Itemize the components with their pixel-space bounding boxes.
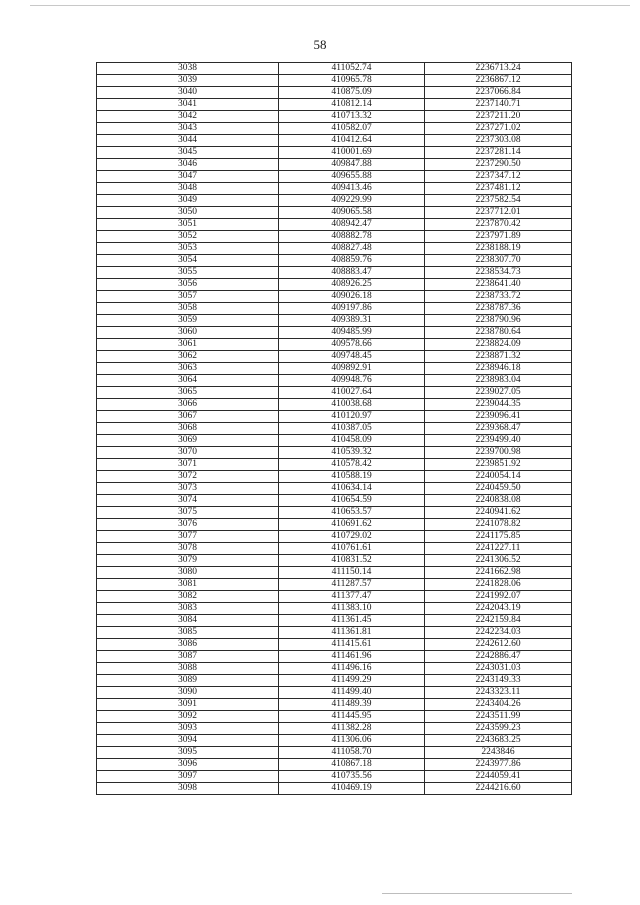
point-number-cell: 3052 <box>97 231 279 243</box>
x-coordinate-cell: 411382.28 <box>279 723 425 735</box>
point-number-cell: 3078 <box>97 543 279 555</box>
y-coordinate-cell: 2240459.50 <box>425 483 572 495</box>
y-coordinate-cell: 2242886.47 <box>425 651 572 663</box>
y-coordinate-cell: 2237582.54 <box>425 195 572 207</box>
table-row <box>97 87 572 99</box>
x-coordinate-cell: 409229.99 <box>279 195 425 207</box>
table-row <box>97 771 572 783</box>
x-coordinate-cell: 409026.18 <box>279 291 425 303</box>
x-coordinate-cell: 408882.78 <box>279 231 425 243</box>
table-row <box>97 375 572 387</box>
bottom-edge-line <box>382 893 572 894</box>
y-coordinate-cell: 2238641.40 <box>425 279 572 291</box>
y-coordinate-cell: 2239044.35 <box>425 399 572 411</box>
point-number-cell: 3042 <box>97 111 279 123</box>
table-row <box>97 303 572 315</box>
table-row <box>97 759 572 771</box>
y-coordinate-cell: 2243846 <box>425 747 572 759</box>
y-coordinate-cell: 2238983.04 <box>425 375 572 387</box>
point-number-cell: 3045 <box>97 147 279 159</box>
y-coordinate-cell: 2243031.03 <box>425 663 572 675</box>
point-number-cell: 3090 <box>97 687 279 699</box>
point-number-cell: 3083 <box>97 603 279 615</box>
x-coordinate-cell: 409485.99 <box>279 327 425 339</box>
point-number-cell: 3038 <box>97 63 279 75</box>
y-coordinate-cell: 2237712.01 <box>425 207 572 219</box>
point-number-cell: 3069 <box>97 435 279 447</box>
table-row <box>97 111 572 123</box>
table-row <box>97 663 572 675</box>
y-coordinate-cell: 2241828.06 <box>425 579 572 591</box>
x-coordinate-cell: 409948.76 <box>279 375 425 387</box>
top-edge-line <box>30 5 630 6</box>
table-row <box>97 195 572 207</box>
y-coordinate-cell: 2242159.84 <box>425 615 572 627</box>
x-coordinate-cell: 411496.16 <box>279 663 425 675</box>
table-row <box>97 531 572 543</box>
x-coordinate-cell: 410578.42 <box>279 459 425 471</box>
y-coordinate-cell: 2238307.70 <box>425 255 572 267</box>
x-coordinate-cell: 409847.88 <box>279 159 425 171</box>
coordinate-table-body <box>97 63 572 795</box>
table-row <box>97 75 572 87</box>
x-coordinate-cell: 409748.45 <box>279 351 425 363</box>
x-coordinate-cell: 411445.95 <box>279 711 425 723</box>
table-row <box>97 315 572 327</box>
y-coordinate-cell: 2242043.19 <box>425 603 572 615</box>
point-number-cell: 3058 <box>97 303 279 315</box>
table-row <box>97 435 572 447</box>
y-coordinate-cell: 2240054.14 <box>425 471 572 483</box>
x-coordinate-cell: 409892.91 <box>279 363 425 375</box>
y-coordinate-cell: 2239096.41 <box>425 411 572 423</box>
x-coordinate-cell: 410458.09 <box>279 435 425 447</box>
y-coordinate-cell: 2239027.05 <box>425 387 572 399</box>
table-row <box>97 351 572 363</box>
x-coordinate-cell: 410691.62 <box>279 519 425 531</box>
table-row <box>97 555 572 567</box>
point-number-cell: 3051 <box>97 219 279 231</box>
point-number-cell: 3050 <box>97 207 279 219</box>
y-coordinate-cell: 2241662.98 <box>425 567 572 579</box>
x-coordinate-cell: 411489.39 <box>279 699 425 711</box>
y-coordinate-cell: 2239499.40 <box>425 435 572 447</box>
y-coordinate-cell: 2237481.12 <box>425 183 572 195</box>
x-coordinate-cell: 411499.40 <box>279 687 425 699</box>
x-coordinate-cell: 411052.74 <box>279 63 425 75</box>
y-coordinate-cell: 2237870.42 <box>425 219 572 231</box>
table-row <box>97 711 572 723</box>
y-coordinate-cell: 2241306.52 <box>425 555 572 567</box>
point-number-cell: 3098 <box>97 783 279 795</box>
table-row <box>97 459 572 471</box>
point-number-cell: 3065 <box>97 387 279 399</box>
point-number-cell: 3054 <box>97 255 279 267</box>
y-coordinate-cell: 2238733.72 <box>425 291 572 303</box>
x-coordinate-cell: 411361.81 <box>279 627 425 639</box>
table-row <box>97 123 572 135</box>
point-number-cell: 3061 <box>97 339 279 351</box>
x-coordinate-cell: 410634.14 <box>279 483 425 495</box>
y-coordinate-cell: 2243323.11 <box>425 687 572 699</box>
table-row <box>97 495 572 507</box>
x-coordinate-cell: 409578.66 <box>279 339 425 351</box>
x-coordinate-cell: 410653.57 <box>279 507 425 519</box>
x-coordinate-cell: 410713.32 <box>279 111 425 123</box>
point-number-cell: 3080 <box>97 567 279 579</box>
x-coordinate-cell: 408827.48 <box>279 243 425 255</box>
point-number-cell: 3073 <box>97 483 279 495</box>
table-row <box>97 387 572 399</box>
y-coordinate-cell: 2238188.19 <box>425 243 572 255</box>
table-row <box>97 471 572 483</box>
point-number-cell: 3039 <box>97 75 279 87</box>
table-row <box>97 291 572 303</box>
x-coordinate-cell: 408883.47 <box>279 267 425 279</box>
y-coordinate-cell: 2236713.24 <box>425 63 572 75</box>
table-row <box>97 627 572 639</box>
table-row <box>97 135 572 147</box>
y-coordinate-cell: 2243404.26 <box>425 699 572 711</box>
table-row <box>97 651 572 663</box>
x-coordinate-cell: 410761.61 <box>279 543 425 555</box>
y-coordinate-cell: 2243683.25 <box>425 735 572 747</box>
y-coordinate-cell: 2241992.07 <box>425 591 572 603</box>
x-coordinate-cell: 408942.47 <box>279 219 425 231</box>
y-coordinate-cell: 2236867.12 <box>425 75 572 87</box>
table-row <box>97 411 572 423</box>
x-coordinate-cell: 409655.88 <box>279 171 425 183</box>
point-number-cell: 3066 <box>97 399 279 411</box>
x-coordinate-cell: 410729.02 <box>279 531 425 543</box>
table-row <box>97 591 572 603</box>
x-coordinate-cell: 411150.14 <box>279 567 425 579</box>
y-coordinate-cell: 2241227.11 <box>425 543 572 555</box>
x-coordinate-cell: 411361.45 <box>279 615 425 627</box>
y-coordinate-cell: 2238780.64 <box>425 327 572 339</box>
table-row <box>97 267 572 279</box>
table-row <box>97 567 572 579</box>
y-coordinate-cell: 2242612.60 <box>425 639 572 651</box>
table-row <box>97 615 572 627</box>
point-number-cell: 3087 <box>97 651 279 663</box>
x-coordinate-cell: 410812.14 <box>279 99 425 111</box>
y-coordinate-cell: 2244059.41 <box>425 771 572 783</box>
x-coordinate-cell: 409065.58 <box>279 207 425 219</box>
point-number-cell: 3056 <box>97 279 279 291</box>
point-number-cell: 3059 <box>97 315 279 327</box>
point-number-cell: 3079 <box>97 555 279 567</box>
point-number-cell: 3068 <box>97 423 279 435</box>
point-number-cell: 3072 <box>97 471 279 483</box>
y-coordinate-cell: 2242234.03 <box>425 627 572 639</box>
x-coordinate-cell: 411383.10 <box>279 603 425 615</box>
table-row <box>97 99 572 111</box>
point-number-cell: 3095 <box>97 747 279 759</box>
y-coordinate-cell: 2243511.99 <box>425 711 572 723</box>
y-coordinate-cell: 2243149.33 <box>425 675 572 687</box>
point-number-cell: 3070 <box>97 447 279 459</box>
point-number-cell: 3094 <box>97 735 279 747</box>
y-coordinate-cell: 2243599.23 <box>425 723 572 735</box>
table-row <box>97 399 572 411</box>
x-coordinate-cell: 409389.31 <box>279 315 425 327</box>
y-coordinate-cell: 2237140.71 <box>425 99 572 111</box>
x-coordinate-cell: 410001.69 <box>279 147 425 159</box>
point-number-cell: 3053 <box>97 243 279 255</box>
point-number-cell: 3081 <box>97 579 279 591</box>
table-row <box>97 423 572 435</box>
y-coordinate-cell: 2244216.60 <box>425 783 572 795</box>
table-row <box>97 159 572 171</box>
point-number-cell: 3067 <box>97 411 279 423</box>
y-coordinate-cell: 2238946.18 <box>425 363 572 375</box>
point-number-cell: 3063 <box>97 363 279 375</box>
table-row <box>97 699 572 711</box>
y-coordinate-cell: 2237290.50 <box>425 159 572 171</box>
x-coordinate-cell: 411306.06 <box>279 735 425 747</box>
x-coordinate-cell: 409197.86 <box>279 303 425 315</box>
x-coordinate-cell: 410831.52 <box>279 555 425 567</box>
x-coordinate-cell: 411499.29 <box>279 675 425 687</box>
point-number-cell: 3092 <box>97 711 279 723</box>
point-number-cell: 3071 <box>97 459 279 471</box>
y-coordinate-cell: 2239368.47 <box>425 423 572 435</box>
x-coordinate-cell: 410735.56 <box>279 771 425 783</box>
table-row <box>97 603 572 615</box>
point-number-cell: 3040 <box>97 87 279 99</box>
point-number-cell: 3043 <box>97 123 279 135</box>
y-coordinate-cell: 2243977.86 <box>425 759 572 771</box>
point-number-cell: 3093 <box>97 723 279 735</box>
x-coordinate-cell: 409413.46 <box>279 183 425 195</box>
y-coordinate-cell: 2238824.09 <box>425 339 572 351</box>
point-number-cell: 3077 <box>97 531 279 543</box>
point-number-cell: 3064 <box>97 375 279 387</box>
table-row <box>97 639 572 651</box>
y-coordinate-cell: 2238534.73 <box>425 267 572 279</box>
table-row <box>97 339 572 351</box>
point-number-cell: 3082 <box>97 591 279 603</box>
table-row <box>97 279 572 291</box>
point-number-cell: 3086 <box>97 639 279 651</box>
y-coordinate-cell: 2239851.92 <box>425 459 572 471</box>
table-row <box>97 219 572 231</box>
coordinate-table <box>96 62 572 795</box>
x-coordinate-cell: 408926.25 <box>279 279 425 291</box>
table-row <box>97 483 572 495</box>
table-row <box>97 747 572 759</box>
point-number-cell: 3076 <box>97 519 279 531</box>
x-coordinate-cell: 410588.19 <box>279 471 425 483</box>
point-number-cell: 3096 <box>97 759 279 771</box>
table-row <box>97 543 572 555</box>
x-coordinate-cell: 408859.76 <box>279 255 425 267</box>
table-row <box>97 207 572 219</box>
x-coordinate-cell: 410120.97 <box>279 411 425 423</box>
y-coordinate-cell: 2238790.96 <box>425 315 572 327</box>
y-coordinate-cell: 2241078.82 <box>425 519 572 531</box>
y-coordinate-cell: 2237971.89 <box>425 231 572 243</box>
table-row <box>97 363 572 375</box>
table-row <box>97 519 572 531</box>
point-number-cell: 3097 <box>97 771 279 783</box>
table-row <box>97 171 572 183</box>
table-row <box>97 507 572 519</box>
y-coordinate-cell: 2237211.20 <box>425 111 572 123</box>
table-row <box>97 147 572 159</box>
point-number-cell: 3089 <box>97 675 279 687</box>
point-number-cell: 3060 <box>97 327 279 339</box>
table-row <box>97 447 572 459</box>
point-number-cell: 3062 <box>97 351 279 363</box>
y-coordinate-cell: 2240838.08 <box>425 495 572 507</box>
table-row <box>97 243 572 255</box>
y-coordinate-cell: 2240941.62 <box>425 507 572 519</box>
y-coordinate-cell: 2238871.32 <box>425 351 572 363</box>
y-coordinate-cell: 2237066.84 <box>425 87 572 99</box>
x-coordinate-cell: 410582.07 <box>279 123 425 135</box>
table-row <box>97 687 572 699</box>
table-row <box>97 183 572 195</box>
point-number-cell: 3075 <box>97 507 279 519</box>
y-coordinate-cell: 2238787.36 <box>425 303 572 315</box>
y-coordinate-cell: 2237271.02 <box>425 123 572 135</box>
x-coordinate-cell: 410965.78 <box>279 75 425 87</box>
x-coordinate-cell: 410875.09 <box>279 87 425 99</box>
point-number-cell: 3057 <box>97 291 279 303</box>
point-number-cell: 3074 <box>97 495 279 507</box>
point-number-cell: 3044 <box>97 135 279 147</box>
x-coordinate-cell: 410654.59 <box>279 495 425 507</box>
table-row <box>97 255 572 267</box>
table-row <box>97 63 572 75</box>
table-row <box>97 675 572 687</box>
x-coordinate-cell: 411461.96 <box>279 651 425 663</box>
point-number-cell: 3085 <box>97 627 279 639</box>
x-coordinate-cell: 410027.64 <box>279 387 425 399</box>
table-row <box>97 579 572 591</box>
y-coordinate-cell: 2237347.12 <box>425 171 572 183</box>
x-coordinate-cell: 411377.47 <box>279 591 425 603</box>
table-row <box>97 735 572 747</box>
x-coordinate-cell: 410867.18 <box>279 759 425 771</box>
point-number-cell: 3084 <box>97 615 279 627</box>
point-number-cell: 3046 <box>97 159 279 171</box>
x-coordinate-cell: 410038.68 <box>279 399 425 411</box>
x-coordinate-cell: 410539.32 <box>279 447 425 459</box>
point-number-cell: 3055 <box>97 267 279 279</box>
table-row <box>97 327 572 339</box>
table-row <box>97 723 572 735</box>
x-coordinate-cell: 411287.57 <box>279 579 425 591</box>
x-coordinate-cell: 411415.61 <box>279 639 425 651</box>
x-coordinate-cell: 410412.64 <box>279 135 425 147</box>
x-coordinate-cell: 410387.05 <box>279 423 425 435</box>
x-coordinate-cell: 410469.19 <box>279 783 425 795</box>
point-number-cell: 3047 <box>97 171 279 183</box>
table-row <box>97 231 572 243</box>
table-row <box>97 783 572 795</box>
point-number-cell: 3091 <box>97 699 279 711</box>
point-number-cell: 3088 <box>97 663 279 675</box>
point-number-cell: 3048 <box>97 183 279 195</box>
y-coordinate-cell: 2239700.98 <box>425 447 572 459</box>
x-coordinate-cell: 411058.70 <box>279 747 425 759</box>
page-number: 58 <box>313 37 327 52</box>
point-number-cell: 3041 <box>97 99 279 111</box>
y-coordinate-cell: 2237303.08 <box>425 135 572 147</box>
y-coordinate-cell: 2237281.14 <box>425 147 572 159</box>
point-number-cell: 3049 <box>97 195 279 207</box>
y-coordinate-cell: 2241175.85 <box>425 531 572 543</box>
